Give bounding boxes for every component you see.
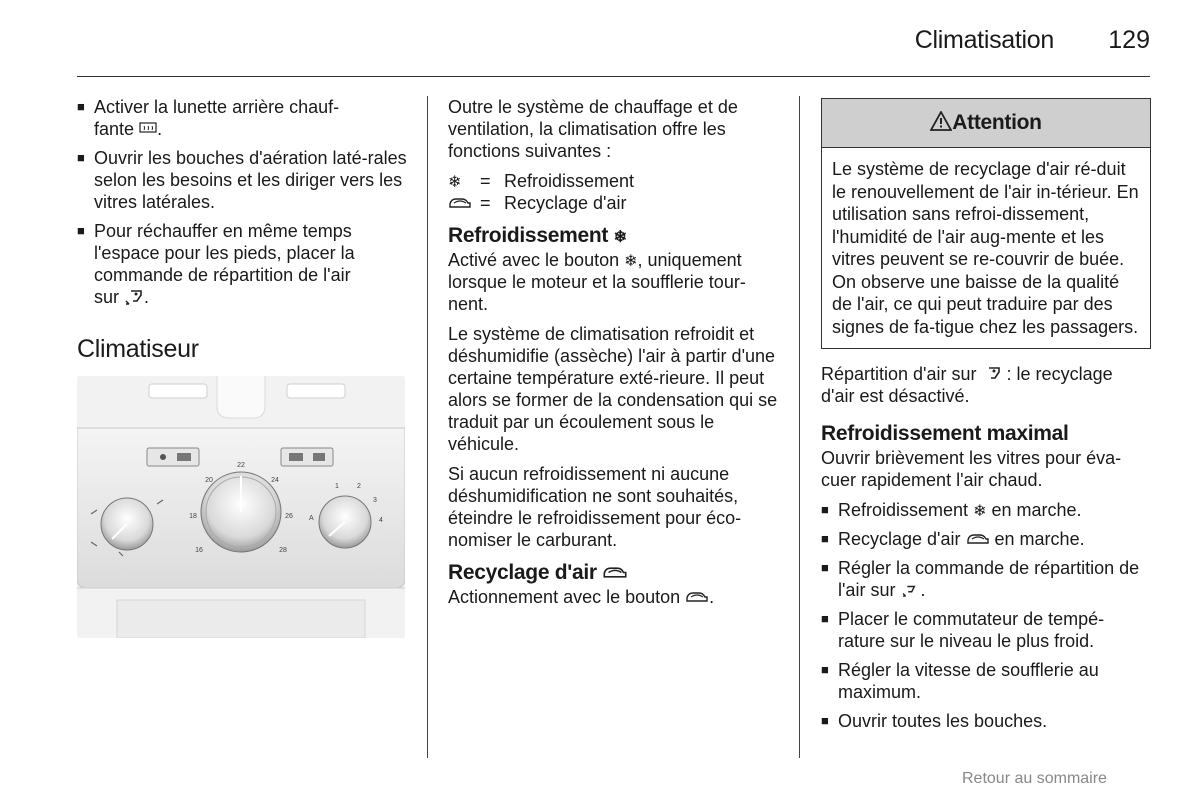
page-title: Climatisation bbox=[914, 26, 1054, 54]
page-number: 129 bbox=[1108, 26, 1150, 54]
temp-label: 28 bbox=[279, 547, 287, 554]
temp-label: 26 bbox=[285, 513, 293, 520]
air-distribution-icon bbox=[124, 289, 144, 305]
temp-label: 18 bbox=[189, 513, 197, 520]
attention-box bbox=[821, 98, 1151, 349]
bullet-icon: ■ bbox=[821, 502, 829, 517]
bullet-icon: ■ bbox=[821, 611, 829, 626]
temp-label: 24 bbox=[271, 477, 279, 484]
bullet-icon: ■ bbox=[821, 531, 829, 546]
section-heading: Climatiseur bbox=[77, 335, 199, 363]
list-item: ■ Ouvrir toutes les bouches. bbox=[821, 711, 1048, 731]
paragraph: Actionnement avec le bouton . bbox=[448, 587, 715, 607]
control-panel-drawing bbox=[77, 376, 405, 638]
list-item: ■ Recyclage d'air en marche. bbox=[821, 529, 1085, 549]
snowflake-icon: ❄ bbox=[624, 253, 638, 270]
paragraph: Activé avec le bouton ❄, uniquement lorsque le moteur et la soufflerie tour-nent. bbox=[448, 250, 746, 314]
list-item: ■ Placer le commutateur de tempé-rature sur le niveau le plus froid. bbox=[821, 609, 1105, 651]
paragraph: Répartition d'air sur : le recyclage d'air est désactivé. bbox=[821, 364, 1113, 406]
snowflake-icon: ❄ bbox=[613, 229, 627, 246]
list-item: ■ Régler la commande de répartition de l'air sur . bbox=[821, 558, 1140, 600]
bullet-icon: ■ bbox=[77, 223, 85, 238]
air-distribution-icon bbox=[982, 366, 1002, 382]
bullet-icon: ■ bbox=[821, 713, 829, 728]
column-divider bbox=[799, 96, 800, 758]
back-to-contents-link[interactable]: Retour au sommaire bbox=[962, 770, 1107, 787]
recirculation-icon bbox=[448, 196, 472, 210]
warning-icon bbox=[930, 111, 952, 131]
temp-label: 22 bbox=[237, 462, 245, 469]
fan-label: 2 bbox=[357, 483, 361, 490]
temp-label: 20 bbox=[205, 477, 213, 484]
bullet-icon: ■ bbox=[77, 150, 85, 165]
list-item: ■ Refroidissement ❄ en marche. bbox=[821, 500, 1082, 520]
snowflake-icon: ❄ bbox=[448, 174, 462, 191]
list-item: ■ Régler la vitesse de soufflerie au maximum. bbox=[821, 660, 1099, 702]
column-divider bbox=[427, 96, 428, 758]
header-divider bbox=[77, 76, 1150, 77]
temp-label: 16 bbox=[195, 547, 203, 554]
fan-label: 1 bbox=[335, 483, 339, 490]
column-right bbox=[821, 96, 1151, 739]
fan-label: 3 bbox=[373, 497, 377, 504]
symbol-row: ❄ = Refroidissement bbox=[448, 171, 635, 191]
attention-header: Attention bbox=[822, 99, 1150, 148]
attention-text: Le système de recyclage d'air ré-duit le renouvellement de l'air in-térieur. En utilisation sans refroi-dissement, l'humidité de l'air aug-mente et les vitres peuvent se re-couvrir de buée. On observe une baisse de la qualité de l'air, ce qui peut traduire par des signes de fa-tigue chez les passagers. bbox=[832, 159, 1139, 337]
snowflake-icon: ❄ bbox=[973, 503, 987, 520]
list-item: ■ Activer la lunette arrière chauf- fante . bbox=[77, 97, 340, 139]
rear-defrost-icon bbox=[139, 122, 157, 136]
fan-label: A bbox=[309, 515, 314, 522]
recirculation-icon bbox=[685, 590, 709, 604]
column-left bbox=[77, 96, 407, 638]
climate-control-illustration bbox=[77, 376, 405, 638]
fan-label: 4 bbox=[379, 517, 383, 524]
recirculation-icon bbox=[602, 565, 628, 580]
section-heading: Refroidissement maximal bbox=[821, 422, 1069, 445]
symbol-row: = Recyclage d'air bbox=[448, 192, 783, 214]
paragraph: Outre le système de chauffage et de ventilation, la climatisation offre les fonctions suivantes : bbox=[448, 97, 738, 161]
column-middle bbox=[448, 96, 783, 616]
bullet-icon: ■ bbox=[821, 662, 829, 677]
section-heading: Refroidissement ❄ bbox=[448, 224, 627, 247]
list-item: ■ Pour réchauffer en même temps l'espace pour les pieds, placer la commande de répartition de l'air sur . bbox=[77, 221, 355, 307]
paragraph: Si aucun refroidissement ni aucune déshumidification ne sont souhaités, éteindre le refroidissement pour éco-nomiser le carburant. bbox=[448, 464, 742, 550]
paragraph: Ouvrir brièvement les vitres pour éva-cuer rapidement l'air chaud. bbox=[821, 448, 1122, 490]
recirculation-icon bbox=[966, 532, 990, 546]
air-distribution-icon bbox=[900, 583, 920, 597]
paragraph: Le système de climatisation refroidit et déshumidifie (assèche) l'air à partir d'une certaine température exté-rieure. Il peut alors se former de la condensation qui se traduit par un écoulement sous le véhicule. bbox=[448, 324, 778, 454]
section-heading: Recyclage d'air bbox=[448, 560, 783, 586]
list-item: ■ Ouvrir les bouches d'aération laté-rales selon les besoins et les diriger vers les vitres latérales. bbox=[77, 148, 407, 212]
bullet-icon: ■ bbox=[77, 99, 85, 114]
bullet-icon: ■ bbox=[821, 560, 829, 575]
